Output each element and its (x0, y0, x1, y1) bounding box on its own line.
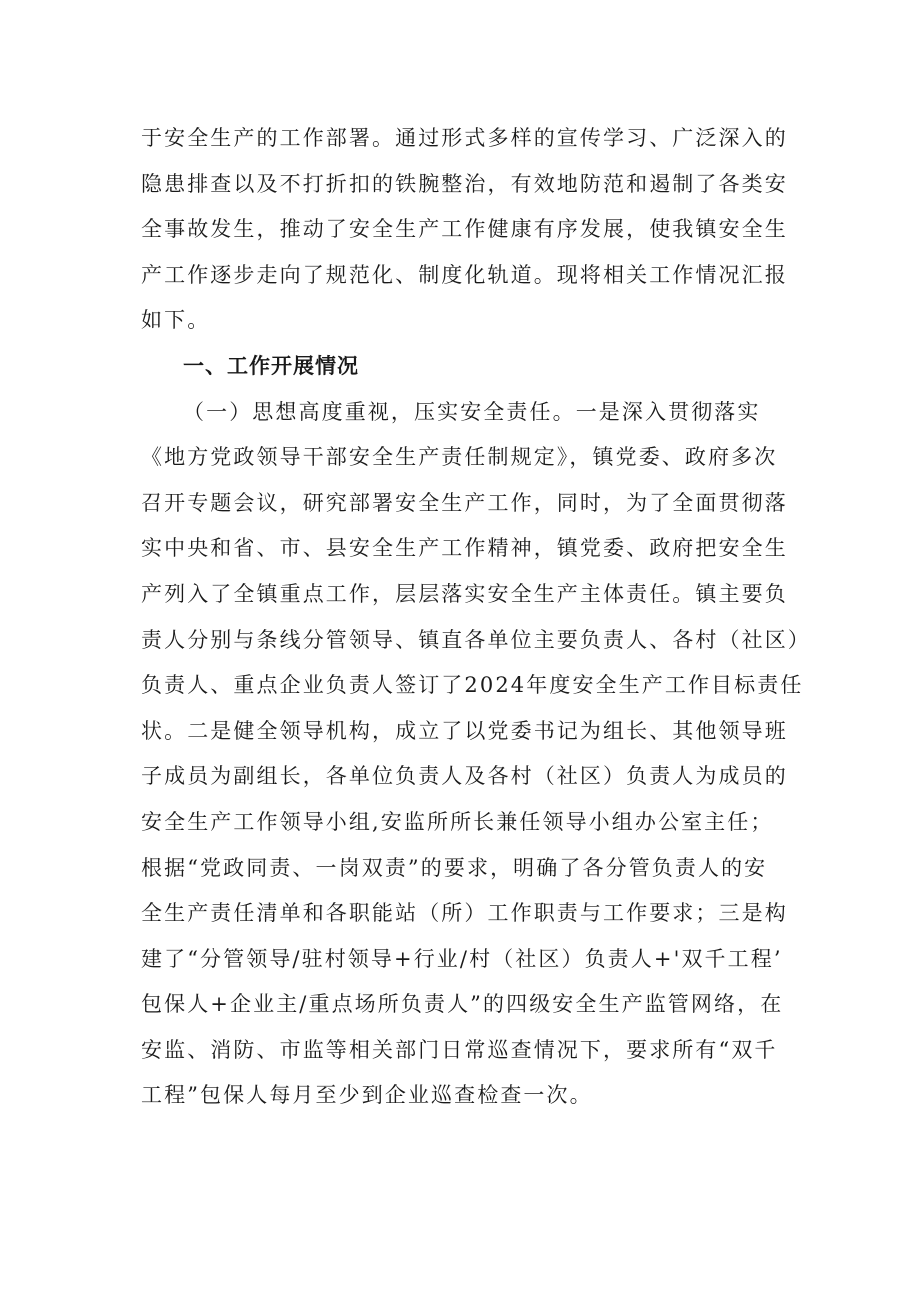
text-line: 全事故发生，推动了安全生产工作健康有序发展，使我镇安全生 (141, 217, 788, 242)
text-line: 产工作逐步走向了规范化、制度化轨道。现将相关工作情况汇报 (141, 262, 788, 287)
text-line: 工程”包保人每月至少到企业巡查检查一次。 (141, 1083, 593, 1108)
text-line: 产列入了全镇重点工作，层层落实安全生产主体责任。镇主要负 (141, 581, 788, 606)
text-line: 建了“分管领导/驻村领导+行业/村（社区）负责人+'双千工程’ (141, 946, 783, 971)
text-line: 隐患排查以及不打折扣的铁腕整治，有效地防范和遏制了各类安 (141, 171, 788, 196)
text-line: 安监、消防、市监等相关部门日常巡查情况下，要求所有“双千 (141, 1037, 778, 1062)
text-line: 《地方党政领导干部安全生产责任制规定》，镇党委、政府多次 (141, 445, 778, 470)
text-line: 全生产责任清单和各职能站（所）工作职责与工作要求；三是构 (141, 901, 788, 926)
section-heading: 一、工作开展情况 (183, 353, 359, 378)
text-line: 于安全生产的工作部署。通过形式多样的宣传学习、广泛深入的 (141, 126, 788, 150)
text-line: 状。二是健全领导机构，成立了以党委书记为组长、其他领导班 (141, 718, 788, 743)
text-line: 如下。 (141, 308, 211, 333)
text-line: 子成员为副组长，各单位负责人及各村（社区）负责人为成员的 (141, 764, 788, 789)
text-line: 安全生产工作领导小组,安监所所长兼任领导小组办公室主任； (141, 809, 774, 834)
text-line: 负责人、重点企业负责人签订了2024年度安全生产工作目标责任 (141, 673, 804, 698)
text-line: 责人分别与条线分管领导、镇直各单位主要负责人、各村（社区） (141, 627, 811, 652)
text-line: 实中央和省、市、县安全生产工作精神，镇党委、政府把安全生 (141, 536, 788, 561)
text-line: 召开专题会议，研究部署安全生产工作，同时，为了全面贯彻落 (141, 490, 788, 515)
text-line: （一）思想高度重视，压实安全责任。一是深入贯彻落实 (183, 399, 761, 424)
text-line: 根据“党政同责、一岗双责”的要求，明确了各分管负责人的安 (141, 855, 768, 880)
text-line: 包保人+企业主/重点场所负责人”的四级安全生产监管网络，在 (141, 992, 784, 1017)
document-body (141, 116, 811, 1119)
